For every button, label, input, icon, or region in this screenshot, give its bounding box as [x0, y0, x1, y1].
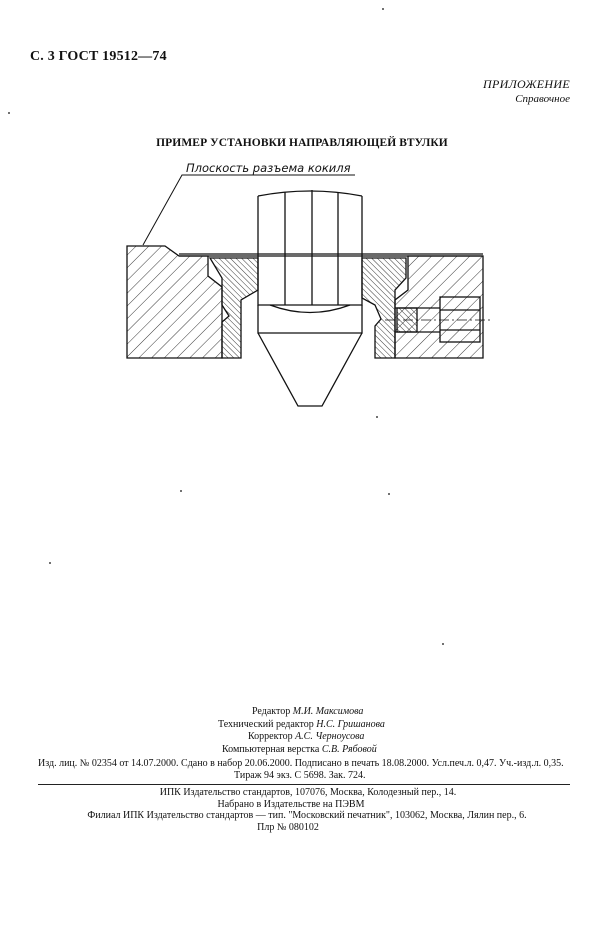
credit-editor [200, 706, 385, 719]
page-header-ref: С. 3 ГОСТ 19512—74 [30, 49, 167, 64]
credit-tech-editor-name: Н.С. Гришанова [316, 718, 385, 730]
scan-speck [180, 490, 182, 492]
mould-left-block [127, 246, 222, 358]
credit-editor-label: Редактор [252, 706, 291, 717]
callout-label: Плоскость разъема кокиля [186, 161, 351, 175]
appendix-type: Справочное [515, 93, 570, 105]
scan-speck [382, 8, 384, 10]
appendix-label: ПРИЛОЖЕНИЕ [483, 77, 570, 91]
figure-title: ПРИМЕР УСТАНОВКИ НАПРАВЛЯЮЩЕЙ ВТУЛКИ [156, 137, 448, 149]
mould-right-block [395, 256, 483, 358]
credit-layout [200, 744, 385, 757]
scan-speck [376, 416, 378, 418]
footer-line-2: Набрано в Издательстве на ПЭВМ [217, 798, 365, 810]
scan-speck [442, 643, 444, 645]
credit-corrector-label: Корректор [248, 731, 293, 742]
credit-corrector [200, 731, 385, 744]
callout-leader [143, 175, 355, 245]
credit-layout-name: С.В. Рябовой [321, 743, 377, 755]
scan-speck [388, 493, 390, 495]
footer-block [0, 787, 604, 834]
credit-tech-editor [200, 719, 385, 732]
imprint-line-1: Изд. лиц. № 02354 от 14.07.2000. Сдано в набор 20.06.2000. Подписано в печать 18.08.2000. Усл.печ.л. 0,47. Уч.-изд.л. 0,35. [38, 758, 564, 769]
guide-pin [258, 190, 362, 406]
footer-line-1: ИПК Издательство стандартов, 107076, Москва, Колодезный пер., 14. [159, 787, 457, 798]
credit-corrector-name: А.С. Черноусова [295, 731, 365, 742]
guide-bushing-drawing [110, 150, 500, 420]
footer-line-4: Плр № 080102 [257, 822, 319, 834]
scan-speck [49, 562, 51, 564]
footer-line-3: Филиал ИПК Издательство стандартов — тип. "Московский печатник", 103062, Москва, Лялин пер., 6. [87, 810, 527, 822]
imprint-line-2: Тираж 94 экз. С 5698. Зак. 724. [234, 770, 366, 781]
footer-divider [38, 784, 570, 785]
credit-tech-editor-label: Технический редактор [218, 718, 314, 730]
credits-block [200, 706, 385, 756]
appendix-heading [483, 77, 570, 105]
scan-speck [8, 112, 10, 114]
credit-layout-label: Компьютерная верстка [222, 743, 320, 755]
imprint-block [38, 758, 564, 782]
credit-editor-name: М.И. Максимова [292, 706, 364, 717]
